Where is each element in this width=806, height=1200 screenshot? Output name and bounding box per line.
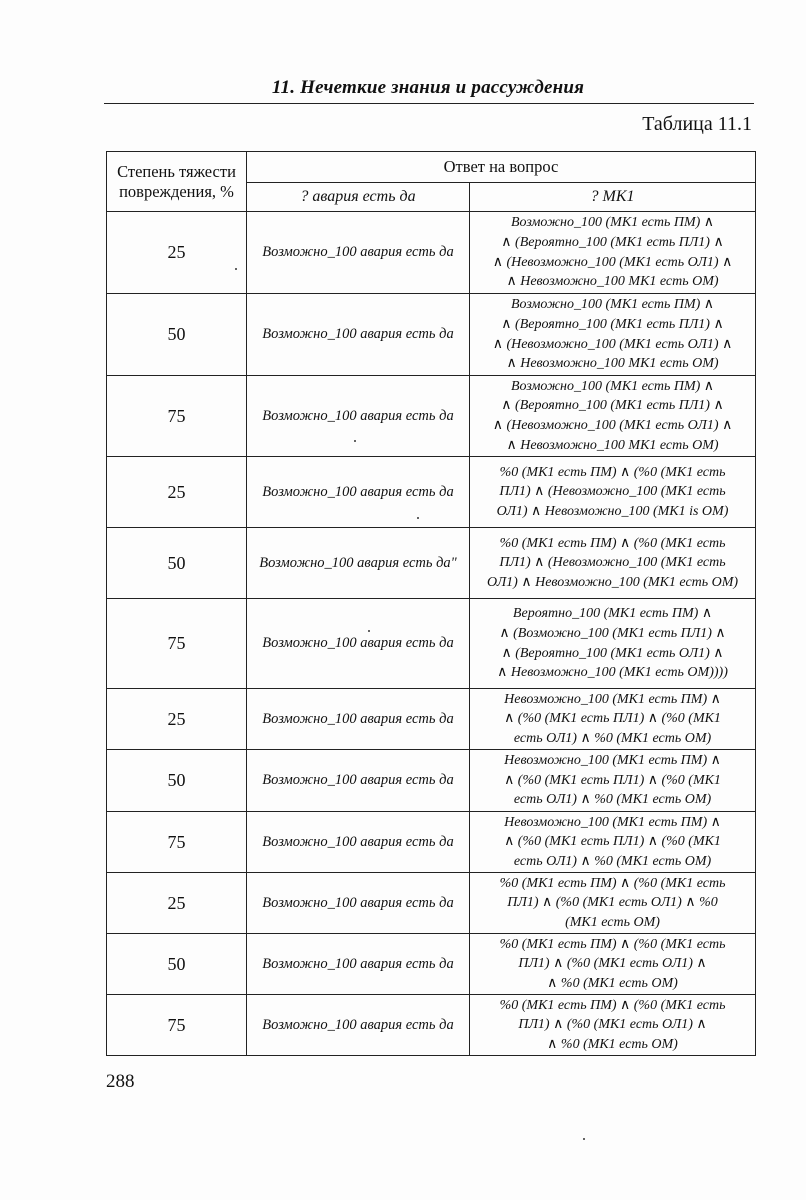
mk1-line: ∧ Невозможно_100 МК1 есть ОМ): [506, 274, 719, 290]
mk1-line: ПЛ1) ∧ (%0 (МК1 есть ОЛ1) ∧ %0: [507, 895, 718, 911]
data-table: [106, 151, 756, 1056]
scan-speck: [368, 630, 370, 632]
col-header-answer: ? авария есть да: [247, 183, 470, 212]
cell-degree: 50: [107, 750, 247, 812]
mk1-line: есть ОЛ1) ∧ %0 (МК1 есть ОМ): [513, 730, 712, 746]
mk1-line: ∧ (Невозможно_100 (МК1 есть ОЛ1) ∧: [492, 336, 733, 352]
mk1-line: Возможно_100 (МК1 есть ПМ) ∧: [510, 215, 715, 231]
cell-answer: Возможно_100 авария есть да: [247, 750, 470, 812]
mk1-line: Невозможно_100 (МК1 есть ПМ) ∧: [504, 814, 721, 830]
table-row: [107, 528, 756, 599]
scan-speck: [235, 268, 237, 270]
cell-mk1: [470, 599, 756, 689]
cell-mk1: [470, 457, 756, 528]
mk1-line: есть ОЛ1) ∧ %0 (МК1 есть ОМ): [513, 853, 712, 869]
cell-degree: 75: [107, 995, 247, 1056]
mk1-line: есть ОЛ1) ∧ %0 (МК1 есть ОМ): [513, 792, 712, 808]
table-row: [107, 212, 756, 294]
cell-degree: 50: [107, 934, 247, 995]
mk1-line: ∧ (Невозможно_100 (МК1 есть ОЛ1) ∧: [492, 418, 733, 433]
mk1-line: ∧ (%0 (МК1 есть ПЛ1) ∧ (%0 (МК1: [504, 772, 721, 788]
cell-degree: 25: [107, 873, 247, 934]
cell-degree: 25: [107, 689, 247, 750]
cell-answer: Возможно_100 авария есть да: [247, 294, 470, 376]
cell-answer: Возможно_100 авария есть да: [247, 457, 470, 528]
cell-degree: 25: [107, 212, 247, 294]
cell-degree: 75: [107, 599, 247, 689]
page-number: 288: [106, 1071, 135, 1092]
scan-speck: [417, 517, 419, 519]
mk1-line: ∧ (Вероятно_100 (МК1 есть ПЛ1) ∧: [501, 316, 724, 332]
col-header-mk1: ? МК1: [470, 183, 756, 212]
mk1-line: Вероятно_100 (МК1 есть ПМ) ∧: [512, 606, 713, 622]
mk1-line: Невозможно_100 (МК1 есть ПМ) ∧: [504, 691, 721, 707]
mk1-line: ∧ (Вероятно_100 (МК1 есть ОЛ1) ∧: [501, 645, 724, 661]
cell-degree: 50: [107, 294, 247, 376]
cell-answer: Возможно_100 авария есть да: [247, 934, 470, 995]
mk1-line: ∧ Невозможно_100 (МК1 есть ОМ)))): [497, 665, 728, 681]
cell-answer: Возможно_100 авария есть да: [247, 873, 470, 934]
table-row: [107, 294, 756, 376]
cell-answer: Возможно_100 авария есть да: [247, 599, 470, 689]
table-caption: Таблица 11.1: [642, 113, 752, 135]
mk1-line: Невозможно_100 (МК1 есть ПМ) ∧: [504, 753, 721, 769]
col-header-degree: Степень тяжести повреждения, %: [107, 152, 247, 212]
mk1-line: Возможно_100 (МК1 есть ПМ) ∧: [510, 378, 715, 394]
mk1-line: ОЛ1) ∧ Невозможно_100 (МК1 is ОМ): [496, 503, 729, 519]
mk1-line: ПЛ1) ∧ (%0 (МК1 есть ОЛ1) ∧: [518, 1017, 707, 1033]
cell-mk1: [470, 995, 756, 1056]
cell-answer: Возможно_100 авария есть да: [247, 376, 470, 457]
cell-mk1: [470, 528, 756, 599]
cell-mk1: [470, 812, 756, 873]
mk1-line: %0 (МК1 есть ПМ) ∧ (%0 (МК1 есть: [499, 875, 726, 891]
table-row: [107, 812, 756, 873]
table-row: [107, 689, 756, 750]
cell-answer: Возможно_100 авария есть да": [247, 528, 470, 599]
table-row: [107, 376, 756, 457]
cell-degree: 25: [107, 457, 247, 528]
mk1-line: ∧ (Вероятно_100 (МК1 есть ПЛ1) ∧: [501, 398, 724, 414]
cell-mk1: [470, 750, 756, 812]
cell-degree: 75: [107, 376, 247, 457]
mk1-line: ∧ %0 (МК1 есть ОМ): [547, 975, 678, 991]
mk1-line: (МК1 есть ОМ): [565, 914, 660, 930]
mk1-line: %0 (МК1 есть ПМ) ∧ (%0 (МК1 есть: [499, 936, 726, 952]
cell-mk1: [470, 294, 756, 376]
table-body: [107, 212, 756, 1056]
cell-degree: 50: [107, 528, 247, 599]
mk1-line: ∧ Невозможно_100 МК1 есть ОМ): [506, 356, 719, 372]
scan-speck: [583, 1138, 585, 1140]
table-row: [107, 873, 756, 934]
table-row: [107, 934, 756, 995]
table-row: [107, 750, 756, 812]
cell-degree: 75: [107, 812, 247, 873]
cell-mk1: [470, 934, 756, 995]
mk1-line: %0 (МК1 есть ПМ) ∧ (%0 (МК1 есть: [499, 535, 726, 551]
mk1-line: ∧ (%0 (МК1 есть ПЛ1) ∧ (%0 (МК1: [504, 711, 721, 727]
table-row: [107, 599, 756, 689]
cell-mk1: [470, 689, 756, 750]
mk1-line: ∧ Невозможно_100 МК1 есть ОМ): [506, 437, 719, 453]
mk1-line: %0 (МК1 есть ПМ) ∧ (%0 (МК1 есть: [499, 997, 726, 1013]
mk1-line: ПЛ1) ∧ (Невозможно_100 (МК1 есть: [499, 484, 726, 500]
mk1-line: ∧ (%0 (МК1 есть ПЛ1) ∧ (%0 (МК1: [504, 834, 721, 850]
cell-answer: Возможно_100 авария есть да: [247, 689, 470, 750]
table-row: [107, 995, 756, 1056]
mk1-line: ∧ (Невозможно_100 (МК1 есть ОЛ1) ∧: [492, 254, 733, 270]
mk1-line: ∧ (Вероятно_100 (МК1 есть ПЛ1) ∧: [501, 234, 724, 250]
cell-answer: Возможно_100 авария есть да: [247, 812, 470, 873]
cell-mk1: [470, 873, 756, 934]
mk1-line: ПЛ1) ∧ (Невозможно_100 (МК1 есть: [499, 555, 726, 571]
table-row: [107, 457, 756, 528]
mk1-line: %0 (МК1 есть ПМ) ∧ (%0 (МК1 есть: [499, 464, 726, 480]
mk1-line: Возможно_100 (МК1 есть ПМ) ∧: [510, 297, 715, 313]
cell-answer: Возможно_100 авария есть да: [247, 995, 470, 1056]
mk1-line: ∧ (Возможно_100 (МК1 есть ПЛ1) ∧: [499, 625, 726, 641]
mk1-line: ∧ %0 (МК1 есть ОМ): [547, 1036, 678, 1052]
scan-speck: [354, 440, 356, 442]
header-rule: [104, 103, 754, 104]
mk1-line: ОЛ1) ∧ Невозможно_100 (МК1 есть ОМ): [486, 574, 739, 590]
col-header-group: Ответ на вопрос: [247, 152, 756, 183]
cell-mk1: [470, 212, 756, 294]
cell-mk1: [470, 376, 756, 457]
cell-answer: Возможно_100 авария есть да: [247, 212, 470, 294]
mk1-line: ПЛ1) ∧ (%0 (МК1 есть ОЛ1) ∧: [518, 956, 707, 972]
running-title: 11. Нечеткие знания и рассуждения: [271, 77, 585, 98]
